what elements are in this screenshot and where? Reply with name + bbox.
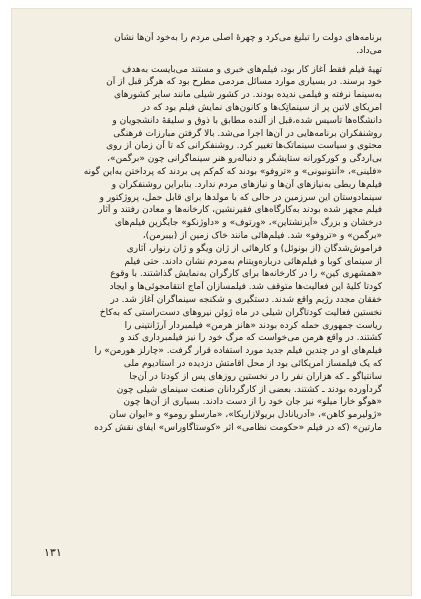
text-line: تهیهٔ فیلم فقط آغاز کار بود، فیلم‌های خبری و مستند می‌بایست به‌هدف [121, 64, 382, 75]
text-line: بی‌اردگی و کورکورانه ستایشگر و دنباله‌رو هنر سینماگرانی چون «برگمن»، [107, 154, 382, 165]
text-line: به‌سینما نرفته و فیلمی ندیده بودند. در کشور شیلی مانند سایر کشورهای [113, 90, 382, 101]
text-line: روشنفکران برنامه‌هایی در آن‌ها اجرا می‌شد. بالا گرفتن مبارزات فرهنگی [113, 128, 382, 139]
text-line: نخستین فعالیت کودتاگران شیلی در ماه ژوئن نیروهای دست‌راستی که به‌کاخ [99, 307, 382, 318]
book-page [11, 8, 412, 596]
body-text [35, 32, 382, 435]
text-line: «برگمن» و «تروفو» شد. فیلم‌هائی مانند خاک زمین از (بیبرمن)، [142, 230, 382, 241]
text-line: که یک فیلمساز امریکائی بود از محل اقامتش دزدیده در استادیوم ملی [123, 358, 382, 369]
text-line: کودتا کلیهٔ این فعالیت‌ها متوقف شد. فیلمسازان آماج انتقامجوئی‌ها و ایجاد [109, 282, 382, 293]
text-line: فراموش‌شدگان (از بونوئل) و کارهائی از ژان ویگو و ژان رنوار، آثاری [126, 243, 382, 254]
text-line: ریاست جمهوری حمله کرده بودند «هانز هرمن» فیلمبردار آرژانتینی را [124, 320, 382, 331]
text-line: فیلم‌ها ربطی به‌نیازهای آن‌ها و نیازهای مردم ندارد. بنابراین روشنفکران و [111, 179, 382, 190]
text-line: درخشان و بزرگ «آیزنشتاین»، «وِرتوف» و «داوژنکو» جایگزین فیلم‌های [114, 218, 382, 229]
text-line: خفقان مجدد رژیم واقع شدند. دستگیری و شکنجه سینماگران آغاز شد. در [110, 294, 382, 305]
text-line: گردآورده بودند ـ کشتند. بعضی از کارگردانان صنعت سینمای شیلی چون [116, 384, 382, 395]
text-line: محتوی و سیاست سینماتک‌ها تغییر کرد. روشنفکرانی که تا آن زمان از روی [106, 141, 382, 152]
text-line: فیلم‌های او در چندین فیلم جدید مورد استفاده قرار گرفت. «چارلز هورمن» را [94, 346, 382, 357]
text-line: فیلم مجهز شده بودند به‌کارگاه‌های فقیرنشین، کارخانه‌ها و معادن رفتند و آثار [98, 205, 382, 216]
text-line: امریکای لاتین پر از سینماتِک‌ها و کانون‌های نمایش فیلم بود که در [141, 102, 382, 113]
text-line: «فلینی»، «آنتونیونی» و «تروفو» بودند که کم‌کم پی بردند که پرداختن به‌این گونه [83, 166, 382, 177]
text-line: «ژولیرمو کاهن»، «آدریانادل بریولازاریکا»، «مارسلو رومو» و «ایوان سان [109, 410, 382, 421]
text-line: سینمادوستان این سرزمین در حالی که با مولدها برای قابل حمل، پروژکتور و [99, 192, 382, 203]
text-line: می‌داد. [356, 45, 382, 56]
text-line: کشتند. در واقع هرمن می‌خواست که مرگ خود را نیز فیلمبرداری کند و [120, 333, 382, 344]
text-line: «همشهری کین» را در کارخانه‌ها برای کارگران به‌نمایش گذاشتند. با وقوع [110, 269, 382, 280]
text-line: برنامه‌های دولت را تبلیغ می‌کرد و چهرهٔ اصلی مردم را به‌خود آن‌ها نشان [114, 33, 382, 43]
text-line: سانتیاگو ـ که هزاران نفر را در نخستین روزهای پس از کودتا در آن‌جا [129, 371, 382, 382]
text-line: از سینمای کوبا و فیلم‌هائی درباره‌ویتنام به‌مردم نشان دادند. حتی فیلم [124, 256, 382, 267]
text-line: دانشگاه‌ها تأسیس شده،قبل از آلنده مطابق با ذوق و سلیقهٔ دانشجویان و [112, 115, 382, 126]
text-line: «هوگو خارا میلو» نیز جان خود را از دست دادند. بسیاری از آن‌ها چون [123, 397, 382, 408]
page-number: ۱۳۱ [44, 546, 62, 559]
text-line: مارتین» (که در فیلم «حکومت نظامی» اثر «کوستاگاوراس» ایفای نقش کرده [94, 422, 382, 433]
text-line: خود برسند. در بسیاری موارد مسائل مردمی مطرح بود که هرگز قبل از آن [106, 77, 382, 88]
